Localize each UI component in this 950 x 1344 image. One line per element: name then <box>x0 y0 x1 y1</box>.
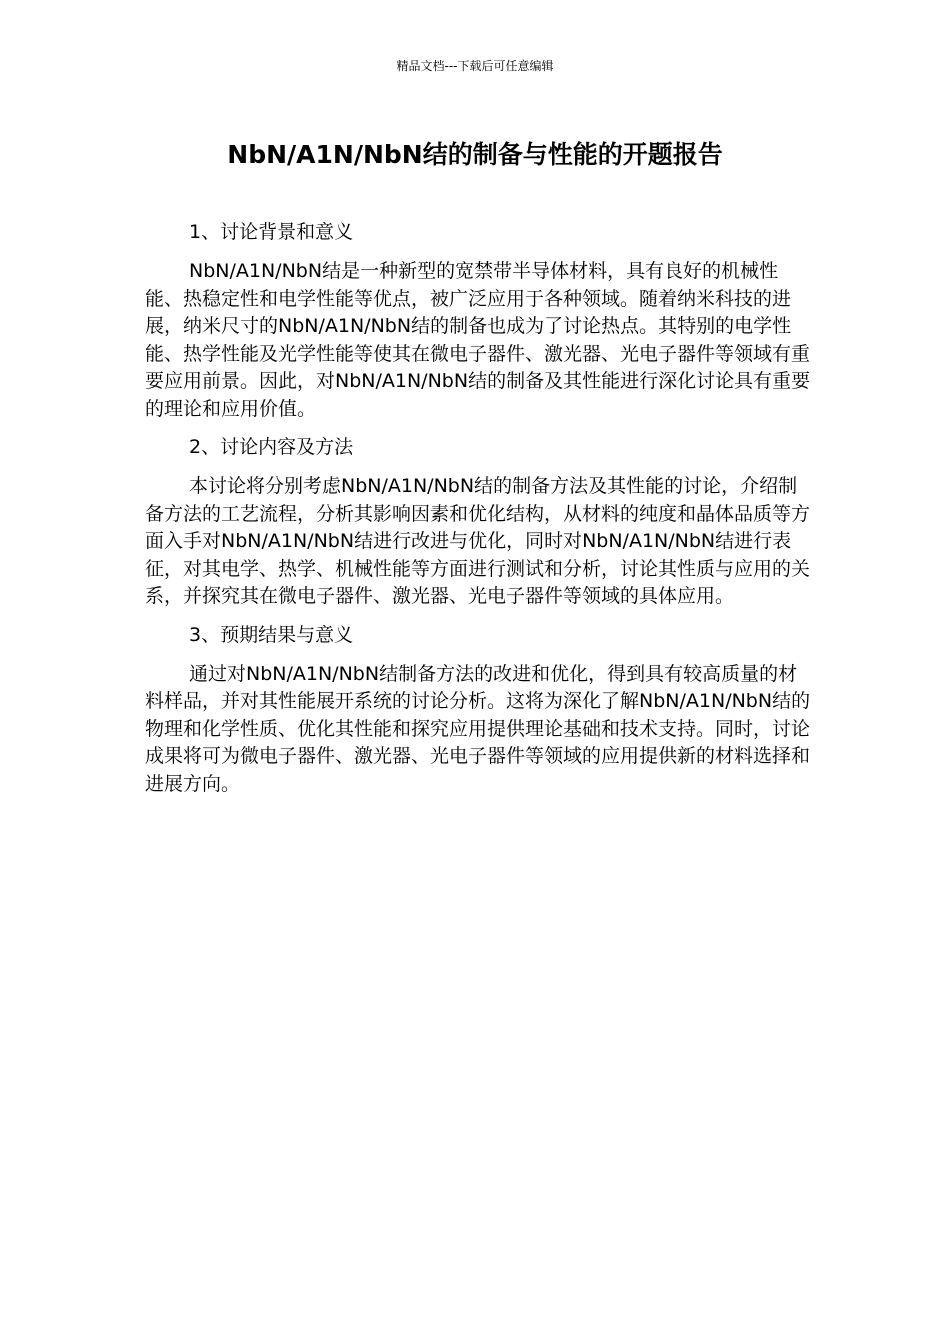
document-body <box>145 218 815 798</box>
section-paragraph-background: NbN/A1N/NbN结是一种新型的宽禁带半导体材料，具有良好的机械性能、热稳定性和电学性能等优点，被广泛应用于各种领域。随着纳米科技的进展，纳米尺寸的NbN/A1N/NbN结的制备也成为了讨论热点。其特别的电学性能、热学性能及光学性能等使其在微电子器件、激光器、光电子器件等领域有重要应用前景。因此，对NbN/A1N/NbN结的制备及其性能进行深化讨论具有重要的理论和应用价值。 <box>145 260 811 420</box>
section-expected-results <box>145 621 815 799</box>
section-paragraph-content-methods: 本讨论将分别考虑NbN/A1N/NbN结的制备方法及其性能的讨论，介绍制备方法的工艺流程，分析其影响因素和优化结构，从材料的纯度和晶体品质等方面入手对NbN/A1N/NbN结进行改进与优化，同时对NbN/A1N/NbN结进行表征，对其电学、热学、机械性能等方面进行测试和分析，讨论其性质与应用的关系，并探究其在微电子器件、激光器、光电子器件等领域的具体应用。 <box>145 475 811 607</box>
section-heading-content-methods: 2、讨论内容及方法 <box>189 436 354 458</box>
section-heading-background: 1、讨论背景和意义 <box>189 221 354 243</box>
section-content-methods <box>145 433 815 621</box>
header-note: 精品文档---下载后可任意编辑 <box>396 59 554 73</box>
document-title: NbN/A1N/NbN结的制备与性能的开题报告 <box>227 140 723 169</box>
section-heading-expected-results: 3、预期结果与意义 <box>189 623 354 646</box>
section-paragraph-expected-results: 通过对NbN/A1N/NbN结制备方法的改进和优化，得到具有较高质量的材料样品，并对其性能展开系统的讨论分析。这将为深化了解NbN/A1N/NbN结的物理和化学性质、优化其性能和探究应用提供理论基础和技术支持。同时，讨论成果将可为微电子器件、激光器、光电子器件等领域的应用提供新的材料选择和进展方向。 <box>145 662 811 795</box>
section-background <box>145 218 815 433</box>
